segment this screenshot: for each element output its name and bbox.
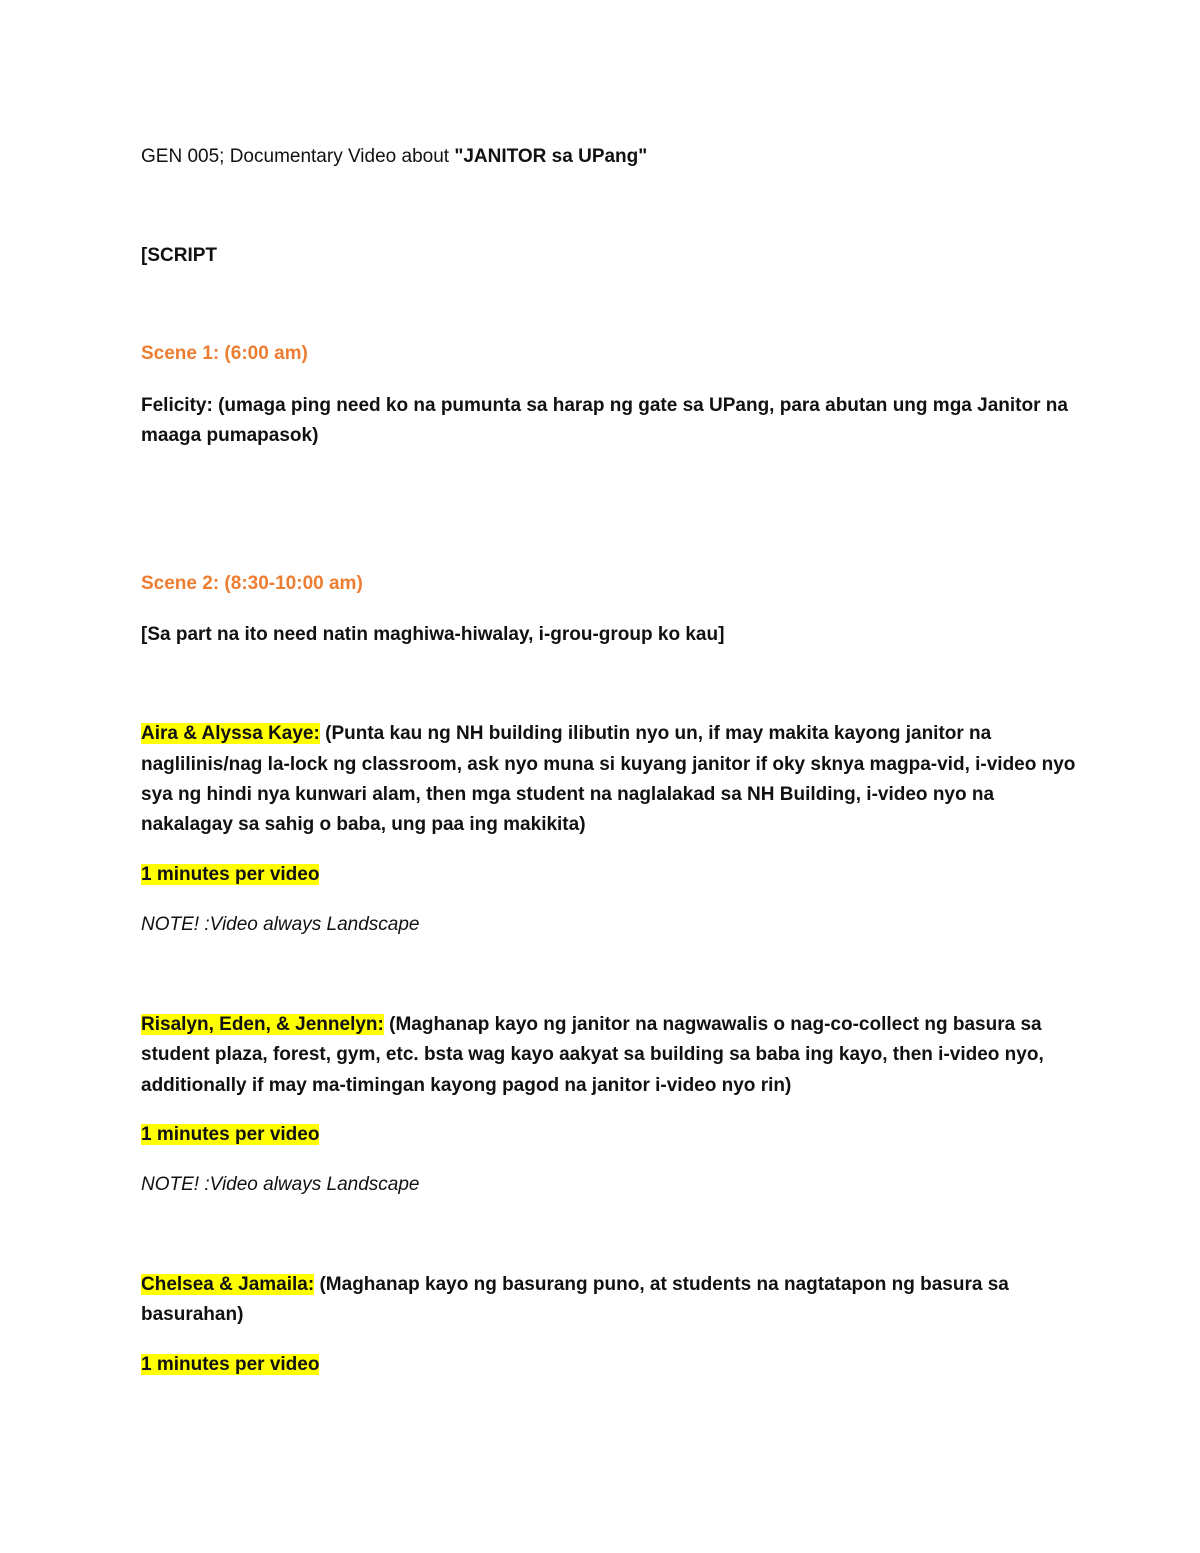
group2-duration-line (141, 1120, 1071, 1150)
group1-duration-line (141, 860, 1071, 890)
group2-duration: 1 minutes per video (141, 1124, 320, 1145)
group2-note: NOTE! :Video always Landscape (141, 1174, 420, 1195)
document-title (141, 142, 1071, 172)
group2-text-1: (Maghanap kayo ng janitor na nagwawalis o nag-co-collect ng basura sa (383, 1014, 1042, 1035)
group2-name: Risalyn, Eden, & Jennelyn: (141, 1014, 384, 1035)
script-label: [SCRIPT (141, 245, 217, 266)
group3-text-1: (Maghanap kayo ng basurang puno, at students na nagtatapon ng basura sa (314, 1274, 1009, 1295)
scene1-line-1: Felicity: (umaga ping need ko na pumunta sa harap ng gate sa UPang, para abutan ung mga Janitor na (141, 395, 1068, 416)
group1-line-2: naglilinis/nag la-lock ng classroom, ask nyo muna si kuyang janitor if oky sknya magpa-vid, i-video nyo (141, 754, 1076, 775)
group1-name: Aira & Alyssa Kaye: (141, 723, 320, 744)
scene2-intro: [Sa part na ito need natin maghiwa-hiwalay, i-grou-group ko kau] (141, 624, 725, 645)
title-prefix: GEN 005; Documentary Video about (141, 146, 455, 167)
group1-line-4: nakalagay sa sahig o baba, ung paa ing makikita) (141, 814, 586, 835)
group3-duration-line (141, 1350, 1071, 1380)
scene1-heading: Scene 1: (6:00 am) (141, 343, 308, 364)
group3-name: Chelsea & Jamaila: (141, 1274, 315, 1295)
group3-duration: 1 minutes per video (141, 1354, 320, 1375)
group3-line-2: basurahan) (141, 1304, 244, 1325)
group2-line-1 (141, 1010, 1071, 1040)
scene2-heading: Scene 2: (8:30-10:00 am) (141, 573, 363, 594)
group1-text-1: (Punta kau ng NH building ilibutin nyo un, if may makita kayong janitor na (319, 723, 992, 744)
group1-note: NOTE! :Video always Landscape (141, 914, 420, 935)
group1-duration: 1 minutes per video (141, 864, 320, 885)
title-subject: "JANITOR sa UPang" (454, 146, 648, 167)
group2-line-3: additionally if may ma-timingan kayong pagod na janitor i-video nyo rin) (141, 1075, 792, 1096)
group1-line-3: sya ng hindi nya kunwari alam, then mga student na naglalakad sa NH Building, i-video nyo na (141, 784, 995, 805)
group3-line-1 (141, 1270, 1071, 1300)
scene1-line-2: maaga pumapasok) (141, 425, 319, 446)
group2-line-2: student plaza, forest, gym, etc. bsta wag kayo aakyat sa building sa baba ing kayo, then i-video nyo, (141, 1044, 1044, 1065)
group1-line-1 (141, 719, 1071, 749)
